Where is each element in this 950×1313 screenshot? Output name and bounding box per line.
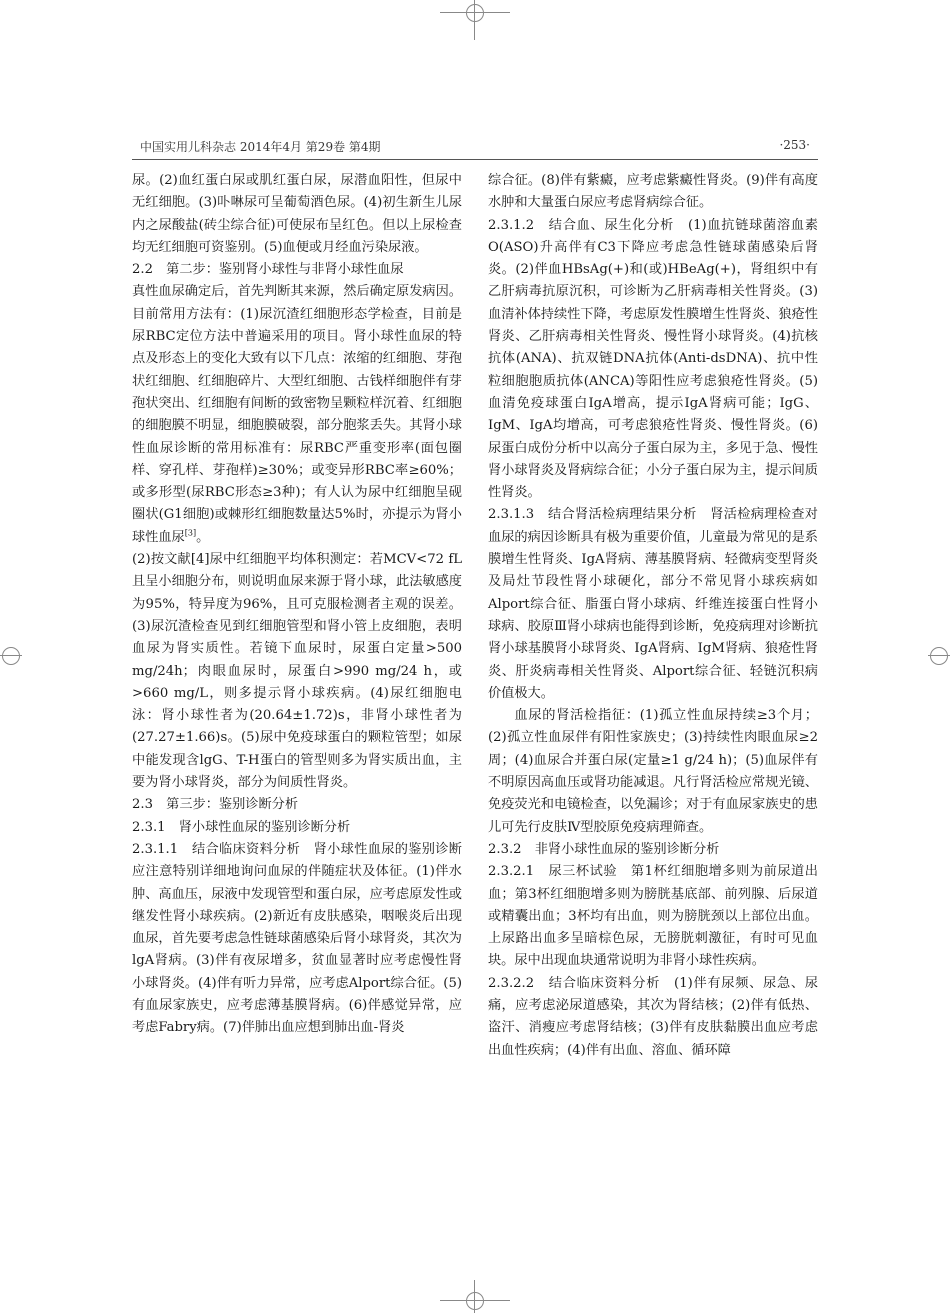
paragraph: 综合征。(8)伴有紫癜，应考虑紫癜性肾炎。(9)伴有高度水肿和大量蛋白尿应考虑肾病综合征。 bbox=[488, 173, 818, 211]
paragraph: 2.3.2.1 尿三杯试验 第1杯红细胞增多则为前尿道出血；第3杯红细胞增多则为膀胱基底部、前列腺、后尿道或精囊出血；3杯均有出血，则为膀胱颈以上部位出血。上尿路出血多呈暗棕色尿，无膀胱刺激征，有时可见血块。尿中出现血块通常说明为非肾小球性疾病。 bbox=[488, 864, 818, 969]
paragraph: 2.3.1.1 结合临床资料分析 肾小球性血尿的鉴别诊断应注意特别详细地询问血尿的伴随症状及体征。(1)伴水肿、高血压，尿液中发现管型和蛋白尿，应考虑原发性或继发性肾小球疾病。(2)新近有皮肤感染，咽喉炎后出现血尿，首先要考虑急性链球菌感染后肾小球肾炎，其次为lgA肾病。(3)伴有夜尿增多，贫血显著时应考虑慢性肾小球肾炎。(4)伴有听力异常，应考虑Alport综合征。(5)有血尿家族史，应考虑薄基膜肾病。(6)伴感觉异常，应考虑Fabry病。(7)伴肺出血应想到肺出血-肾炎 bbox=[132, 841, 462, 1036]
paragraph: (2)按文献[4]尿中红细胞平均体积测定：若MCV<72 fL且呈小细胞分布，则说明血尿来源于肾小球，此法敏感度为95%，特异度为96%，且可克服检测者主观的误差。(3)尿沉渣检查见到红细胞管型和肾小管上皮细胞，表明血尿为肾实质性。若镜下血尿时，尿蛋白定量>500 mg/24h；肉眼血尿时，尿蛋白>990 mg/24 h，或>660 mg/L，则多提示肾小球疾病。(4)尿红细胞电泳：肾小球性者为(20.64±1.72)s，非肾小球性者为(27.27±1.66)s。(5)尿中免疫球蛋白的颗粒管型；如尿中能发现含lgG、T-H蛋白的管型则多为肾实质出血，主要为肾小球肾炎，部分为间质性肾炎。 bbox=[132, 552, 462, 791]
registration-circle-left bbox=[2, 647, 20, 665]
section-heading: 2.3 第三步：鉴别诊断分析 bbox=[132, 797, 299, 813]
journal-info: 中国实用儿科杂志 2014年4月 第29卷 第4期 bbox=[140, 140, 381, 154]
paragraph: 血尿的肾活检指征：(1)孤立性血尿持续≥3个月；(2)孤立性血尿伴有阳性家族史；(3)持续性肉眼血尿≥2周；(4)血尿合并蛋白尿(定量≥1 g/24 h)；(5)血尿伴有不明原因高血压或肾功能减退。凡行肾活检应常规光镜、免疫荧光和电镜检查，以免漏诊；对于有血尿家族史的患儿可先行皮肤Ⅳ型胶原免疫病理筛查。 bbox=[488, 708, 818, 835]
paragraph bbox=[132, 281, 462, 549]
citation: [3] bbox=[184, 528, 197, 538]
registration-circle-right bbox=[930, 647, 948, 665]
paragraph: 尿。(2)血红蛋白尿或肌红蛋白尿，尿潜血阳性，但尿中无红细胞。(3)卟啉尿可呈葡萄酒色尿。(4)初生新生儿尿内之尿酸盐(砖尘综合征)可使尿布呈红色。但以上尿检查均无红细胞可资鉴别。(5)血便或月经血污染尿液。 bbox=[132, 173, 462, 255]
registration-circle-top bbox=[466, 4, 484, 22]
registration-circle-bottom bbox=[466, 1292, 484, 1310]
paragraph: 2.3.1.2 结合血、尿生化分析 (1)血抗链球菌溶血素O(ASO)升高伴有C3下降应考虑急性链球菌感染后肾炎。(2)伴血HBsAg(+)和(或)HBeAg(+)，肾组织中有乙肝病毒抗原沉积，可诊断为乙肝病毒相关性肾炎。(3)血清补体持续性下降，考虑原发性膜增生性肾炎、狼疮性肾炎、乙肝病毒相关性肾炎、慢性肾小球肾炎。(4)抗核抗体(ANA)、抗双链DNA抗体(Anti-dsDNA)、抗中性粒细胞胞质抗体(ANCA)等阳性应考虑狼疮性肾炎。(5)血清免疫球蛋白IgA增高，提示IgA肾病可能；IgG、IgM、IgA均增高，可考虑狼疮性肾炎、慢性肾炎。(6)尿蛋白成份分析中以高分子蛋白尿为主，多见于急、慢性肾小球肾炎及肾病综合征；小分子蛋白尿为主，提示间质性肾炎。 bbox=[488, 217, 818, 501]
page-number: ·253· bbox=[779, 138, 810, 152]
paragraph: 2.3.2.2 结合临床资料分析 (1)伴有尿频、尿急、尿痛，应考虑泌尿道感染，其次为肾结核；(2)伴有低热、盗汗、消瘦应考虑肾结核；(3)伴有皮肤黏膜出血应考虑出血性疾病；(4)伴有出血、溶血、循环障 bbox=[488, 975, 818, 1058]
paragraph-text: 真性血尿确定后，首先判断其来源，然后确定原发病因。目前常用方法有：(1)尿沉渣红细胞形态学检查，目前是尿RBC定位方法中普遍采用的项目。肾小球性血尿的特点及形态上的变化大致有以下几点：浓缩的红细胞、芽孢状红细胞、红细胞碎片、大型红细胞、古钱样细胞伴有芽孢状突出、红细胞有间断的致密物呈颗粒样沉着、红细胞的细胞膜不明显，细胞膜破裂，部分胞浆丢失。其肾小球性血尿诊断的常用标准有：尿RBC严重变形率(面包圈样、穿孔样、芽孢样)≥30%；或变异形RBC率≥60%；或多形型(尿RBC形态≥3种)；有人认为尿中红细胞呈砚圈状(G1细胞)或棘形红细胞数量达5%时，亦提示为肾小球性血尿 bbox=[132, 284, 462, 545]
subsection-heading: 2.3.2 非肾小球性血尿的鉴别诊断分析 bbox=[488, 841, 720, 857]
paragraph: 2.3.1.3 结合肾活检病理结果分析 肾活检病理检查对血尿的病因诊断具有极为重要价值，儿童最为常见的是系膜增生性肾炎、IgA肾病、薄基膜肾病、轻微病变型肾炎及局灶节段性肾小球硬化，部分不常见肾小球疾病如Alport综合征、脂蛋白肾小球病、纤维连接蛋白性肾小球病、胶原Ⅲ肾小球病也能得到诊断，免疫病理对诊断抗肾小球基膜肾小球肾炎、IgA肾病、IgM肾病、狼疮性肾炎、肝炎病毒相关性肾炎、Alport综合征、轻链沉积病价值极大。 bbox=[488, 507, 818, 701]
left-column bbox=[132, 170, 462, 1040]
running-header bbox=[140, 138, 810, 158]
sentence-end: 。 bbox=[196, 529, 210, 545]
header-rule bbox=[132, 159, 818, 160]
right-column bbox=[488, 170, 818, 1062]
section-heading: 2.2 第二步：鉴别肾小球性与非肾小球性血尿 bbox=[132, 262, 404, 278]
subsection-heading: 2.3.1 肾小球性血尿的鉴别诊断分析 bbox=[132, 819, 351, 835]
